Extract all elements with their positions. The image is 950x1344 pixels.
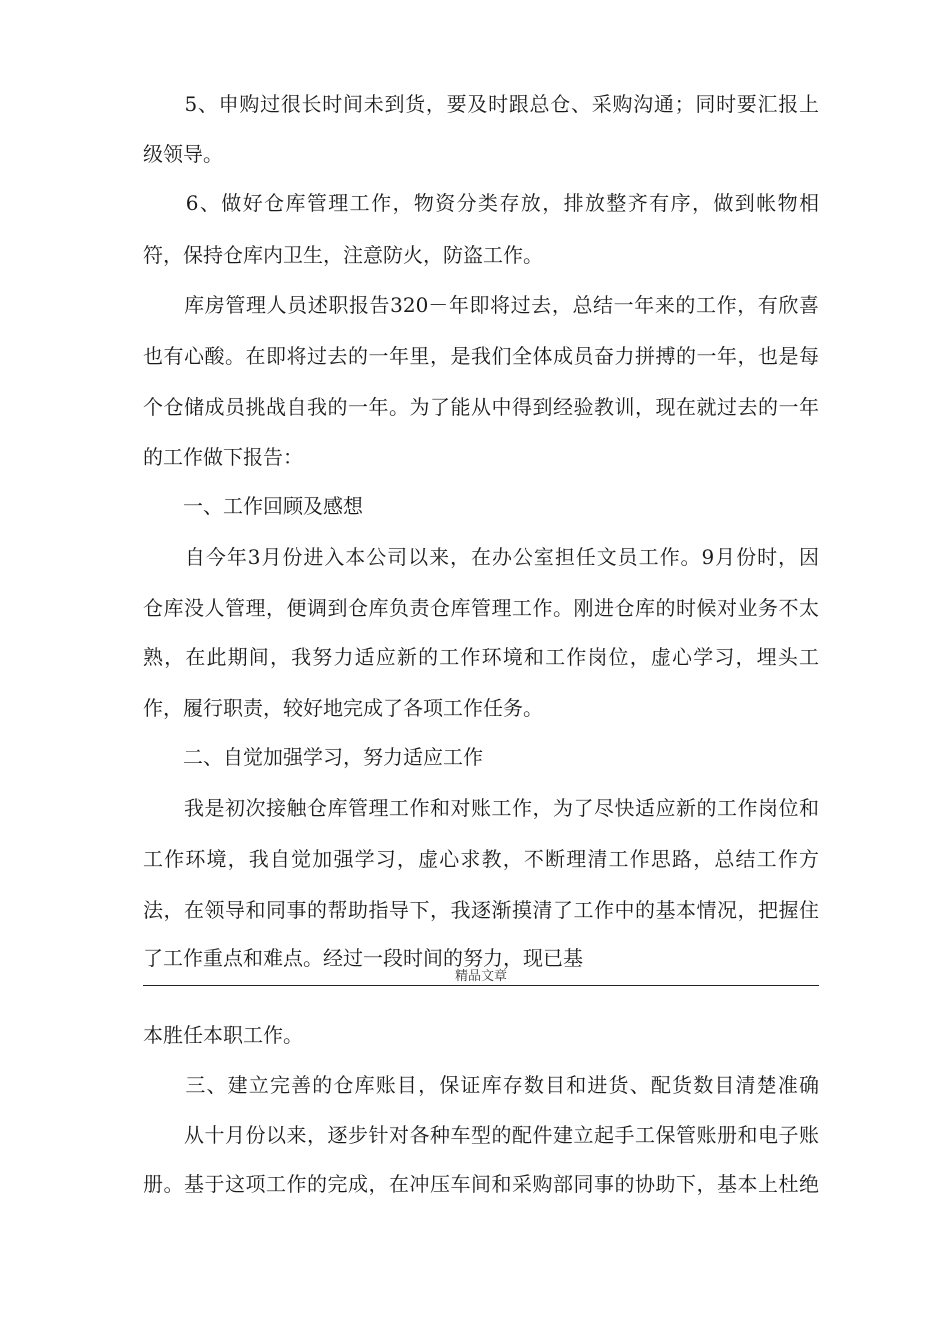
text-line: 6、做好仓库管理工作，物资分类存放，排放整齐有序，做到帐物相 — [143, 191, 819, 215]
section-heading: 一、工作回顾及感想 — [143, 494, 363, 518]
text-line: 册。基于这项工作的完成，在冲压车间和采购部同事的协助下，基本上杜绝 — [143, 1172, 819, 1196]
text-line: 级领导。 — [143, 142, 223, 166]
text-line: 自今年3月份进入本公司以来，在办公室担任文员工作。9月份时，因 — [143, 545, 819, 569]
text-line: 也有心酸。在即将过去的一年里，是我们全体成员奋力拼搏的一年，也是每 — [143, 344, 819, 368]
text-line: 库房管理人员述职报告320－年即将过去，总结一年来的工作，有欣喜 — [143, 293, 819, 317]
page-footer: 精品文章 — [454, 969, 507, 984]
text-line: 作，履行职责，较好地完成了各项工作任务。 — [143, 696, 543, 720]
text-line: 5、申购过很长时间未到货，要及时跟总仓、采购沟通；同时要汇报上 — [143, 92, 819, 116]
text-line: 符，保持仓库内卫生，注意防火，防盗工作。 — [143, 243, 543, 267]
text-line: 工作环境，我自觉加强学习，虚心求教，不断理清工作思路，总结工作方 — [143, 847, 819, 871]
text-line: 本胜任本职工作。 — [143, 1023, 303, 1047]
text-line: 了工作重点和难点。经过一段时间的努力，现已基 — [143, 946, 583, 970]
section-heading: 三、建立完善的仓库账目，保证库存数目和进货、配货数目清楚准确 — [143, 1073, 819, 1097]
text-line: 法，在领导和同事的帮助指导下，我逐渐摸清了工作中的基本情况，把握住 — [143, 898, 819, 922]
text-line: 我是初次接触仓库管理工作和对账工作，为了尽快适应新的工作岗位和 — [143, 796, 819, 820]
text-line: 仓库没人管理，便调到仓库负责仓库管理工作。刚进仓库的时候对业务不太 — [143, 596, 819, 620]
footer-divider — [143, 985, 819, 986]
text-line: 个仓储成员挑战自我的一年。为了能从中得到经验教训，现在就过去的一年 — [143, 395, 819, 419]
text-line: 的工作做下报告： — [143, 445, 303, 469]
text-line: 从十月份以来，逐步针对各种车型的配件建立起手工保管账册和电子账 — [143, 1123, 819, 1147]
text-line: 熟，在此期间，我努力适应新的工作环境和工作岗位，虚心学习，埋头工 — [143, 645, 819, 669]
section-heading: 二、自觉加强学习，努力适应工作 — [143, 745, 483, 769]
